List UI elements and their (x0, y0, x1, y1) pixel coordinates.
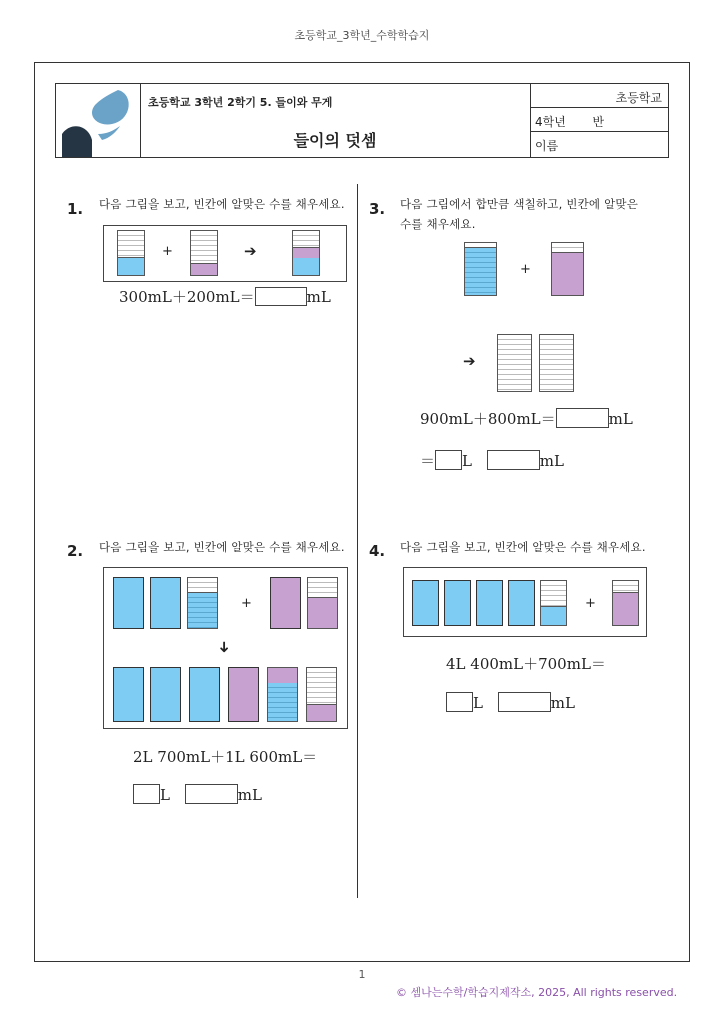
plus-sign: + (520, 262, 531, 277)
beaker-600ml (307, 577, 338, 629)
unit-l: L (160, 786, 170, 804)
beaker-800ml (551, 242, 584, 296)
school-field[interactable] (530, 84, 668, 108)
question-2-instruction: 다음 그림을 보고, 빈칸에 알맞은 수를 채우세요. (99, 540, 345, 554)
copyright-notice: © 셈나는수학/학습지제작소, 2025, All rights reserved. (396, 986, 678, 999)
full-container-1l (476, 580, 503, 626)
plus-sign: + (162, 244, 173, 259)
answer-blank-l[interactable] (446, 692, 473, 712)
answer-blank-ml[interactable] (255, 287, 307, 306)
question-3-number: 3. (369, 200, 386, 218)
unit-ml: mL (306, 288, 331, 306)
full-container-1l-purple (270, 577, 301, 629)
worksheet-header (55, 83, 669, 158)
question-4-figure (403, 567, 647, 637)
question-2-equation: 2L 700mL＋1L 600mL＝ (133, 748, 318, 766)
answer-blank-ml[interactable] (487, 450, 540, 470)
school-label: 초등학교 (615, 91, 662, 105)
plus-sign: + (241, 596, 252, 611)
unit-ml: mL (237, 786, 262, 804)
full-container-1l-purple (228, 667, 259, 722)
page-number: 1 (358, 968, 366, 981)
question-1-figure (103, 225, 347, 282)
question-3-equation (420, 408, 633, 429)
full-container-1l (113, 667, 144, 722)
question-4-answer-row (446, 692, 575, 712)
full-container-1l (189, 667, 220, 722)
grade-class-field[interactable] (530, 108, 668, 132)
beaker-400ml (540, 580, 567, 626)
empty-beaker-1[interactable] (497, 334, 532, 392)
unit-l: L (473, 694, 483, 712)
unit-ml: mL (608, 410, 633, 428)
question-4-equation: 4L 400mL＋700mL＝ (446, 655, 606, 673)
question-4-instruction: 다음 그림을 보고, 빈칸에 알맞은 수를 채우세요. (400, 540, 646, 554)
answer-blank-ml[interactable] (185, 784, 238, 804)
page-header: 초등학교_3학년_수학학습지 (294, 29, 430, 42)
equation-text: 300mL＋200mL＝ (119, 288, 255, 306)
page-title: 들이의 덧셈 (293, 131, 377, 150)
logo (56, 84, 141, 157)
full-container-1l (150, 577, 181, 629)
answer-blank-ml[interactable] (556, 408, 609, 428)
equals-sign: ＝ (420, 452, 436, 470)
question-1-equation (119, 286, 331, 307)
beaker-700ml (612, 580, 639, 626)
arrow-right-icon: ➔ (463, 352, 476, 370)
question-1-number: 1. (67, 200, 84, 218)
name-field[interactable] (530, 132, 668, 156)
question-2-number: 2. (67, 542, 84, 560)
arrow-down-icon: ➜ (215, 640, 234, 654)
full-container-1l (508, 580, 535, 626)
column-divider (357, 184, 358, 898)
water-drop-logo-icon (56, 84, 140, 157)
question-3-equation-result (420, 450, 564, 471)
unit-l: L (462, 452, 472, 470)
name-label: 이름 (535, 139, 559, 153)
question-4-number: 4. (369, 542, 386, 560)
question-2-figure (103, 567, 348, 729)
grade-class-label: 4학년 반 (535, 115, 605, 129)
plus-sign: + (585, 596, 596, 611)
question-2-answer-row (133, 784, 262, 804)
beaker-200ml (190, 230, 218, 276)
question-3-instruction-line1: 다음 그림에서 합만큼 색칠하고, 빈칸에 알맞은 (400, 197, 639, 211)
full-container-1l (444, 580, 471, 626)
beaker-mixed-1l (267, 667, 298, 722)
full-container-1l (113, 577, 144, 629)
unit-ml: mL (550, 694, 575, 712)
beaker-300ml (117, 230, 145, 276)
student-info (530, 84, 668, 157)
beaker-300ml (306, 667, 337, 722)
answer-blank-l[interactable] (133, 784, 160, 804)
answer-blank-l[interactable] (435, 450, 462, 470)
empty-beaker-2[interactable] (539, 334, 574, 392)
full-container-1l (150, 667, 181, 722)
answer-blank-ml[interactable] (498, 692, 551, 712)
question-1-instruction: 다음 그림을 보고, 빈칸에 알맞은 수를 채우세요. (99, 197, 345, 211)
beaker-900ml (464, 242, 497, 296)
beaker-700ml (187, 577, 218, 629)
equation-text: 900mL＋800mL＝ (420, 410, 556, 428)
arrow-right-icon: ➔ (244, 242, 257, 260)
unit-ml: mL (539, 452, 564, 470)
beaker-sum (292, 230, 320, 276)
full-container-1l (412, 580, 439, 626)
question-3-instruction-line2: 수를 채우세요. (400, 217, 476, 231)
header-middle (140, 84, 531, 157)
unit-subtitle: 초등학교 3학년 2학기 5. 들이와 무게 (148, 96, 333, 109)
